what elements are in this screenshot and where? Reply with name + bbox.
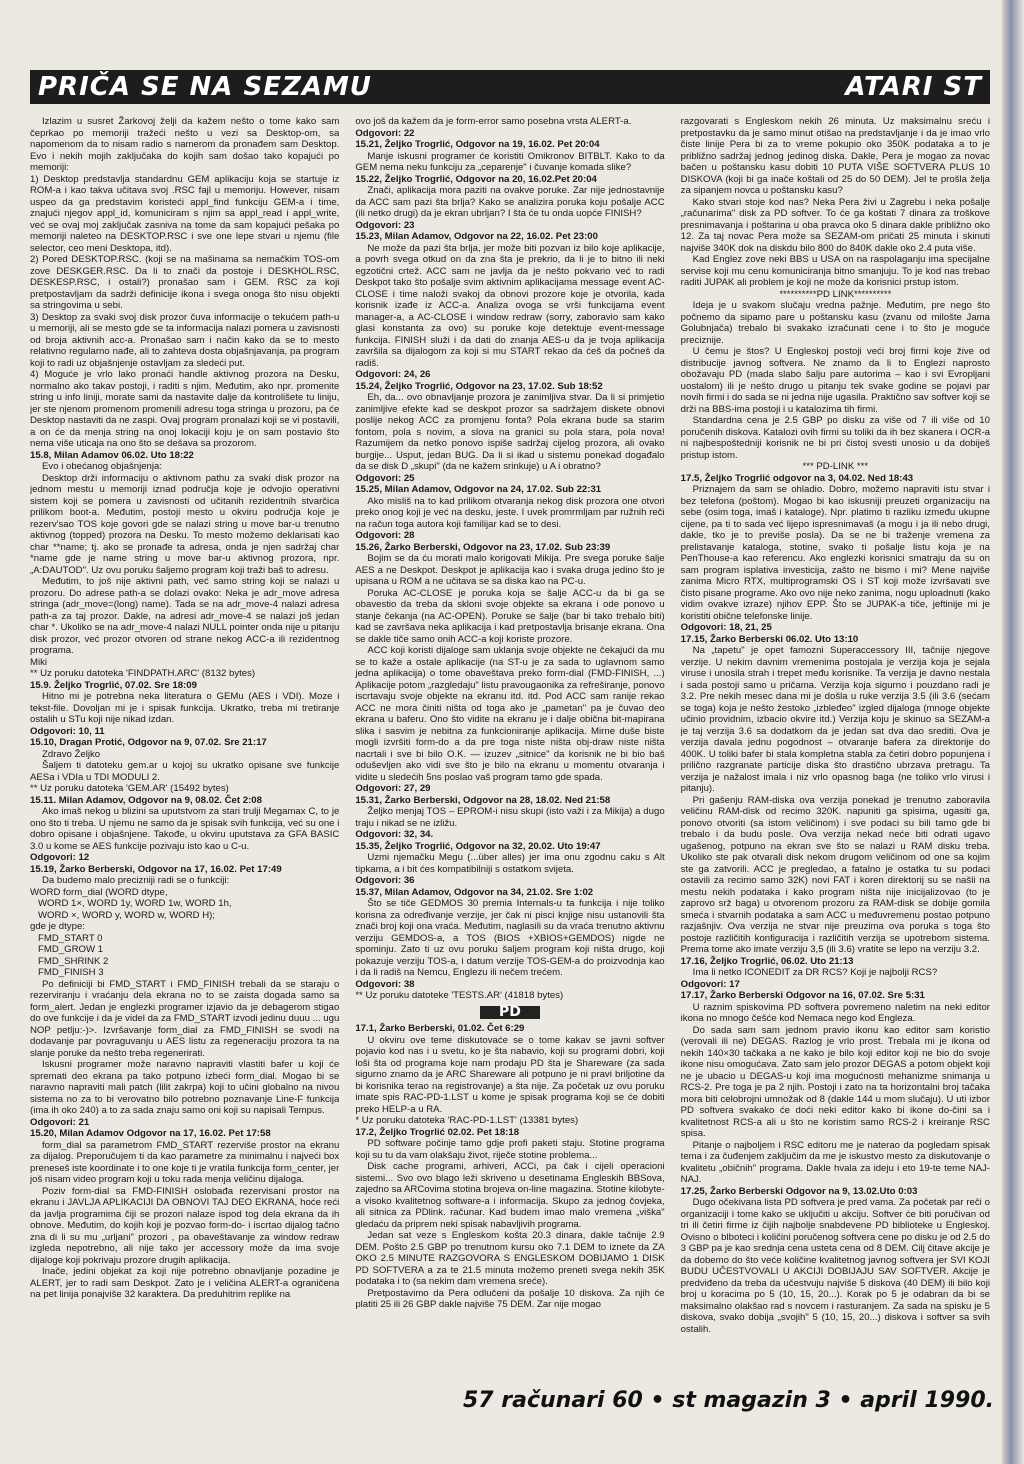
- message-heading: Odgovori: 22: [355, 127, 415, 139]
- paragraph: Znači, aplikacija mora paziti na ovakve poruke. Zar nije jednostavnije da ACC sam pazi šta brlja? Kako se analizira poruka koju pošalje ACC (ili netko drugi) da je ekran ubrljan? I šta će tu onda uopće FINISH?: [355, 185, 665, 219]
- paragraph: Ideja je u svakom slučaju vredna pažnje. Međutim, pre nego što počnemo da sipamo pare u poštansku kasu (zvanu od milošte Jama Golubnjača) trebalo bi svakako izračunati cene i to što je moguće preciznije.: [680, 300, 990, 346]
- paragraph: Ne može da pazi šta brlja, jer može biti pozvan iz bilo koje aplikacije, a povrh svega otkud on da zna šta je prekrio, da li je to bitno ili neki egzotični crtež. ACC sam ne javlja da je nešto pokvario već to radi Deskpot tako što pošalje svim aktivnim aplikacijama message event AC-CLOSE i time naloži svakoj da obnovi prozore koje je otvorila, kada korisnik izađe iz ACC-a. Analiza ovoga se vrši funkcijama event manager-a, a AC-CLOSE i window redraw (sorry, zaboravio sam kako glasi konstanta za ovo) su poruke koje detektuje event-message funkcija. FINISH služi i da dati do znanja AES-u da je tvoja aplikacija završila sa dijalogom za koji si mu START rekao da ćeš da počneš da radiš.: [355, 242, 665, 369]
- message-heading: Odgovori: 23: [355, 219, 415, 231]
- paragraph: Poziv form-dial sa FMD-FINISH oslobađa rezervisani prostor na ekranu i JAVLJA APLIKACIJI DA OBNOVI TAJ DEO EKRANA, hoće reći da javlja programima čiji se prozori nalaze ispod tog dela ekrana da ih obnove. Međutim, do kojih koji je pozvao form-do- i iscrtao dijalog tačno zna di li su mu „urljani" prozori , pa obaveštavanje za window redraw izgleda nepotrebno, ali nije tako jer accessory može da ima svoje dijaloge koji pokrivaju prozore drugih aplikacija.: [30, 1185, 340, 1266]
- message-heading: 17.17, Žarko Berberski Odgovor na 16, 07.02. Sre 5:31: [680, 990, 925, 1001]
- paragraph: ** Uz poruku datoteka 'GEM.AR' (15492 bytes): [30, 783, 229, 794]
- paragraph: Pitanje o najboljem i RSC editoru me je naterao da pogledam spisak tema i za čuđenjem zaključim da me je iskustvo mesto za diskutovanje o kvalitetu „običnih" programa. Dakle hvala za ideju i eto 19-te teme NAJ-NAJ.: [680, 1139, 990, 1185]
- paragraph: Evo i obećanog objašnjenja:: [42, 461, 163, 472]
- paragraph: ovo još da kažem da je form-error samo posebna vrsta ALERT-a.: [355, 116, 632, 127]
- paragraph: Šaljem ti datoteku gem.ar u kojoj su ukratko opisane sve funkcije AESa i VDIa u TDI MODULI 2.: [30, 760, 340, 783]
- column-3: [681, 116, 990, 1374]
- message-heading: 15.11. Milan Adamov, Odgovor na 9, 08.02. Čet 2:08: [30, 794, 262, 806]
- paragraph: FMD_SHRINK 2: [38, 955, 109, 967]
- paragraph: ** Uz poruku datoteka 'FINDPATH.ARC' (8132 bytes): [30, 668, 256, 679]
- paragraph: U okviru ove teme diskutovaće se o tome kakav se javni softver pojavio kod nas i u svetu, ko je šta nabavio, koji su programi dobri, koji loši šta od programa koje nam prodaju PD šta je Shareware (za sada sigurno znamo da je ARC Shareware ali potpuno je ni pravi briljotine da bi korisnika terao na registrovanje) a šta nije. Za početak uz ovu poruku imate spis RAC-PD-1.LST u kome je spisak programa koji se će dobiti preko HELP-a u RA.: [355, 1034, 665, 1115]
- paragraph: Pretpostavimo da Pera odlučeni da pošalje 10 diskova. Za njih će platiti 25 ili 26 GBP dakle najviše 75 DEM. Zar nije mogao: [355, 1287, 665, 1310]
- message-heading: Odgovori: 17: [680, 978, 740, 990]
- paragraph: Ima li netko ICONEDIT za DR RCS? Koji je najbolji RCS?: [692, 967, 938, 978]
- message-heading: Odgovori: 25: [355, 472, 415, 484]
- paragraph: Manje iskusni programer će koristiti Omikronov BITBLT. Kako to da GEM nema neku funkciju za „ceparenje" i čuvanje komada slike?: [355, 150, 665, 173]
- article-columns: [30, 116, 990, 1374]
- paragraph: FMD_START 0: [38, 932, 103, 944]
- column-1: [30, 116, 339, 1374]
- paragraph: Jedan sat veze s Engleskom košta 20.3 dinara, dakle tačnije 2.9 DEM. Pošto 2.5 GBP po trenutnom kursu oko 7.1 DEM to iznete da ZA OKO 2.5 MINUTE RAZGOVORA S ENGLESKOM DOBIJAMO 1 DISK PD SOFTVERA a za te 21.5 minuta možemo preneti svega nekih 35K podataka i to (sa nekim dam vremena sreće).: [355, 1230, 665, 1287]
- paragraph: ACC koji koristi dijaloge sam uklanja svoje objekte ne čekajući da mu se to kaže a ostale aplikacije (na ST-u je za sada to uglavnom samo jedna aplikacija) o tome obaveštava preko form-dial (FMD-FINISH, ...) Aplikacije potom „razgledaju" listu pravougaonika za refreširanje, ponovo iscrtavaju svoje objekte na ekranu itd. itd. Pod ACC sam ranije rekao ACC ne mora činiti ništa od toga ako je „pametan" pa je čuvao deo ekrana u baferu. Ono što vidite na ekranu je i dalje obična bit-mapirana slika i sasvim je nebitna za funkcioniranje aplikacija. Mirne duše biste mogli izvršiti form-do a da pre toga niste ništa obj-draw niste ništa nacrtali i sve bi bilo O.K. — izuzev „sitnice" da korisnik ne bi bio baš oduševljen ako vidi sve što je bilo na ekranu u momentu otvaranja i vidite u sledećih 5ns poslao vaš program tamo gde spada.: [355, 645, 665, 783]
- paragraph: Kako stvari stoje kod nas? Neka Pera živi u Zagrebu i neka pošalje „računarima" disk za PD softver. To će ga koštati 7 dinara za troškove presnimavanja i poštarina u oba pravca oko 5 dinara dakle približno oko 12. Za taj novac Pera može sa SEZAM-om pričati 25 minuta i skinuti najviše 340K dok na diskdu bilo 800 do 840K dakle oko 2.4 puta više.: [680, 196, 990, 254]
- paragraph: Po definiciji bi FMD_START i FMD_FINISH trebali da se staraju o rezerviranju i vraćanju dela ekrana no to se zaista dogada samo sa form_alert. Jedan je englezki programer izjavio da je debagerom stigao do ove funkcije i da je videl da za FMD_START izvodi jedinu duuu ... ugu NOP petlju:-)>. Izvršavanje form_dial za FMD_FINISH se svodi na dodavanje par povraguvanju u AES listu za regeneraciju prozora ta na slanje poruke da nešto treba regenerirati.: [30, 978, 340, 1059]
- paragraph: 2) Pored DESKTOP.RSC. (koji se na mašinama sa nemačkim TOS-om zove DESKGER.RSC. Da li to znači da postoje i DESKHOL.RSC, DESKESP.RSC, i ostali?) pronašao sam i GEM. RSC za koji pretpostavljam da sadrži definicije ikona i svega onoga što nisu objekti sa stringovima u sebi.: [30, 254, 340, 311]
- paragraph: Priznajem da sam se ohladio. Dobro, možemo napraviti istu stvar i bez telefona (poštom). Mogao bi kao iskusniji preuzeti organizaciju na sebe (osim toga, imaš i kataloge). Npr. platimo ti razliku između ukupne cijene, pa ti to sada već lijepo ispresnimavaš (a mogu i ja ili nebo drugi, dakle, tko je to previše posla). Da se ne bi traženje vremena za prelistavanje kataloga, stotine, svako ti pošalje listu koja je na PenThouse-a kao referencu. Ako englezki korisnici smatraju da su on sam program isplativa investicija, zašto ne bismo i mi? Mene najviše zanima Micro RTX, multiprogramski OS i ST koji može izvršavati sve čisto pisane programe. Ako ovo nije neko zanima, nogu uploadnuti (kako vidim ovakve izraze) njihov EPP. Što se JUPAK-a tiče, jeftinije mi je koristiti obične telefonske linije.: [680, 484, 990, 622]
- message-heading: 15.25, Milan Adamov, Odgovor na 24, 17.02. Sub 22:31: [355, 484, 602, 495]
- message-heading: 15.23, Milan Adamov, Odgovor na 22, 16.02. Pet 23:00: [355, 231, 598, 242]
- message-heading: 15.22, Željko Trogrlić, Odgovor na 20, 16.02.Pet 20:04: [355, 173, 597, 185]
- message-heading: 15.24, Željko Trogrlić, Odgovor na 23, 17.02. Sub 18:52: [355, 380, 603, 392]
- paragraph: Što se tiče GEDMOS 30 premia Internals-u ta funkcija i nije toliko korisna za određivanje verzije, jer čak ni pisci knjige nisu ustanovili šta znači broj koji ona vraća. Međutim, naglasili su da vraća trenutno aktivnu verziju GEMDOS-a, a TOS (BIOS +XBIOS+GEMDOS) nigde ne spominju. Zato ti uz ovu poruku šaljem program koji ništa drugo, koji pokazuje verziju TOS-a, i datum verzije TOS-GEM-a do proizvodnja kao i da li radiš na Nemcu, Englezu ili nečem trećem.: [355, 898, 665, 978]
- paragraph: Poruka AC-CLOSE je poruka koja se šalje ACC-u da bi ga se obavestio da treba da skloni svoje objekte sa ekrana i ode ponovo u stanje čekanja (na AC-OPEN). Poruke se šalje (bar bi tako trebalo biti) kad se završava neka aplikacija i kad pretpostavlja brisanje ekrana. Ona se dakle tiče samo onih ACC-a koji koriste prozore.: [355, 587, 665, 645]
- message-heading: Odgovori: 24, 26: [355, 369, 431, 380]
- paragraph: Desktop drži informaciju o aktivnom pathu za svaki disk prozor na jednom mestu u memoriji iznad područja koje je odvojio operativni sistem koji se pomera u zavisnosti od učitanih rezidentnih stvarčica prilikom boot-a. Međutim, postoji mesto u okviru područja koje je rezerv'sao TOS koje govori gde se nalazi string u move bar-u trenutno aktivnog (topped) prozora na Desku. To mesto možemo deklarisati kao char **name; tj. ako se pronađe ta adresa, onda je njen sadržaj char *name gde je name string u move bar-u aktivnog prozora, npr. „A:DAUTOD". Uz ovu poruku šaljemo program koji traži baš to adresu.: [30, 472, 340, 576]
- message-heading: 15.9. Željko Trogrlić, 07.02. Sre 18:09: [30, 679, 197, 691]
- column-2: [355, 116, 664, 1374]
- paragraph: Bojim se da ću morati malo korigovati Mikija. Pre svega poruke šalje AES a ne Deskpot. Deskpot je aplikacija kao i svaka druga jedino što je upisana u ROM a ne učitava se sa diska kao na PC-u.: [355, 553, 665, 587]
- paragraph: PD software počinje tamo gdje profi paketi staju. Stotine programa koji su tu da vam olakšaju život, riječe stotine problema...: [355, 1138, 665, 1161]
- paragraph: razgovarati s Engleskom nekih 26 minuta. Uz maksimalnu sreću i pretpostavku da je samo minut otišao na predstavljanje i da je imao vrlo čiste linije Pera bi za to vreme pokupio oko 350K podataka a to je približno sadržaj jednog jedinog diska. Dakle, Pera je mogao za novac bačen u poštansku kasu dobiti 10 PUTA VIŠE SOFTVERA PLUS 10 DISKOVA (koji bi ga inače koštali od 25 do 50 DEM). Jel te prošla želja za sipanjem novca u poštansku kasu?: [680, 116, 990, 196]
- paragraph: Eh, da... ovo obnavljanje prozora je zanimljiva stvar. Da li si primjetio zanimljive efekte kad se deskpot prozor sa sadržajem diskete obnovi poslije nekog ACC za promjenu fonta? Pola ekrana bude sa starim fontom, pola s novim, a slova na granici su pola stara, pola nova! Razumijem da netko ponovo ispiše sadržaj cijelog prozora, ali ovako burgije... Usput, jedan BUG. Da li si ikad u sistemu ponekad događalo da se disk D „skupi" (da ne kažem srinkuje) u A i obratno?: [355, 392, 665, 472]
- paragraph: Izlazim u susret Žarkovoj želji da kažem nešto o tome kako sam čeprkao po memoriji tražeći nešto u vezi sa Desktop-om, sa napomenom da to nisam radio s namerom da pronađem sam Desktop. Evo i nekih mojih zaključaka do kojih sam došao tako kopajući po memoriji:: [30, 116, 340, 173]
- paragraph: gde je dtype:: [30, 921, 85, 932]
- paragraph: Kad Englez zove neki BBS u USA on na raspolaganju ima specijalne servise koji mu cenu komuniciranja bitno smanjuju. To je kod nas trebao raditi JUPAK ali problem je koji ne može da korisnici prstup istom.: [680, 254, 990, 288]
- paragraph: Dugo očekivana lista PD softvera je pred vama. Za početak par reči o organizaciji i tome kako se uključiti u akciju. Softver će biti poručivan od tri ili četiri firme iz čijih najbolje snabdevene PD biblioteke u Engleskoj. Ovisno o blboteci i količini poručenog softvera cene po disku je od 2.5 do 3 GBP pa je kao srednja cena usteta cena od 8 DEM. Cilj čitave akcije je da dobemo do što veće količine kvalitetnog javnog softvera jer SVI KOJI BUDU UČESTVOVALI U AKCIJI DOBIJAJU SAV SOFTVER. Akcije je predviđeno da treba da učestvuju najviše 5 diskova (40 DEM) ili bilo koji broj u koracima po 5 (10, 15, 20...). Korak po 5 je odabran da bi se maksimalno olakšao rad s novcem i rasturanjem. Za sada na spisku je 5 diskova, svako dobija „svojih" 5 (10, 15, 20...) diskova i softver sa svih ostalih.: [680, 1197, 990, 1335]
- paragraph: Disk cache programi, arhiveri, ACCi, pa čak i cijeli operacioni sistemi... Svo ovo blago leži skriveno u desetinama Engleskih BBSova, zajedno sa ARCovima stotina brojeva on-line magazina. Stotine kilobyte-a visoko kvalitetnog software-a i informacija. Skupo za jednog čovjeka, ali sitnica za PDlink. računar. Kad budem imao malo vremena „viška" gledaću da priprem neki spisak nabavljivih programa.: [355, 1161, 665, 1230]
- paragraph: Na „tapetu" je opet famozni Superaccessory III, tačnije njegove verzije. U nekim davnim vremenima postojala je verzija koja je sejala viruse i unosila strah i trepet među korisnike. Ta verzija je davno nestala i sada postoji samo u pričama. Verzija koja sigurno i pouzdano radi je 3.2. Pre nekih mesec dana mi je došla u ruke verzija 3.5 (ili 3.6 (sećam se toga) koja je nešto žestoko „izbleđeo" izgled dijaloga (mnoge objekte učinio providnim, izbacio okvire itd.) Verzija koju je skinuo sa SEZAM-a je taj verzija 3.6 sa dodatkom da je jedan sat dva dao srediti. Ova je verzija davala jednu pogodnost – otvaranje bafera za direktorije do 400K. U toliki bafer bi stala kompletna stabla za četiri dobro popunjena i prilično razgranate particije diska što drastično ubrzava pretragu. Ta verzija je nažalost imala i niz vrlo opasnog baga (ne toliko vrlo virusi i pitanju).: [680, 645, 990, 794]
- message-heading: 15.31, Žarko Berberski, Odgovor na 28, 18.02. Ned 21:58: [355, 794, 611, 806]
- paragraph: ** Uz poruku datoteke 'TESTS.AR' (41818 bytes): [355, 990, 564, 1001]
- paragraph: Standardna cena je 2.5 GBP po disku za više od 7 ili više od 10 poručenih diskova. Katalozi ovih firmi su toliki da ih bez skanera i OCR-a ni najbespoštedniji korisnik ne bi pri čistoj svesti unosio u da dobiješ pristup istom.: [680, 415, 990, 461]
- section-title: PRIČA SE NA SEZAMU: [38, 72, 372, 102]
- section-tag: ATARI ST: [845, 72, 982, 102]
- paragraph: 3) Desktop za svaki svoj disk prozor čuva informacije o tekućem path-u u memoriji, ali se mesto gde se ta informacija nalazi pomera u zavisnosti od broja aktivnih acc-a. Pronašao sam i način kako da se to mesto relativno regularno nađe, ali to zahteva dosta objašnjavanja, pa program koji to radi uz objašnjenje ostavljam za sledeći put.: [30, 311, 340, 369]
- paragraph: Željko menjaj TOS – EPROM-i nisu skupi (isto važi i za Mikija) a dugo traju i nikad se ne izližu.: [355, 806, 665, 829]
- message-heading: Odgovori: 32, 34.: [355, 829, 434, 840]
- paragraph: **********PD LINK**********: [779, 288, 892, 300]
- message-heading: 15.26, Žarko Berberski, Odgovor na 23, 17.02. Sub 23:39: [355, 541, 611, 553]
- message-heading: Odgovori: 27, 29: [355, 783, 431, 794]
- paragraph: 1) Desktop predstavlja standardnu GEM aplikaciju koja se startuje iz ROM-a i kao takva učitava svoj .RSC fajl u memoriju. However, nisam uspeo da ga predstavim koristeći appl_find funkciju GEM-a i time, znajući njegov appl_id, komuniciram s njim sa appl_read i appl_write, već se ovaj moj zaključak zasniva na tome da sam kopajući pešaka po memoriji naleteo na DESKTOP.RSC i sve one lepe stvari u njemu (file selector, ceo meni Desktopa, itd).: [30, 173, 340, 254]
- message-heading: 17.5, Željko Trogrlić odgovor na 3, 04.02. Ned 18:43: [680, 472, 914, 484]
- message-heading: Odgovori: 21: [30, 1116, 90, 1128]
- section-header: [30, 70, 990, 104]
- page-footer: 57 računari 60 • st magazin 3 • april 1990.: [463, 1388, 994, 1413]
- message-heading: 17.25, Žarko Berberski Odgovor na 9, 13.02.Uto 0:03: [680, 1185, 918, 1197]
- paragraph: Do sada sam sam jednom pravio ikonu kao editor sam koristio (verovali ili ne) DEGAS. Razlog je vrlo prost. Trebala mi je ikona od nekih 140×30 tačkaka a ne kako je bilo koji editor koji ne bio do svoje ikone nisu omogućava. Zato sam jelo prozor DEGAS a potom objekt koji ne je ubacio u DEGAS-u koji ima mogućnosti mehanizme snimanja u RCS-2. Pre toga je pa 2 njih. Postoji i zato na ta horizontalni broj tačaka mora biti celobrojni umnožak od 8 (dakle 144 u mom slučaju). U uti izbor PD softvera svakako će doći neki editor kako bi ikone do-čini sa i kvalitetnost RCS-a ali u što ne koristim samo RCS-2 i kreiranje RSC spisa.: [680, 1024, 990, 1139]
- paragraph: WORD form_dial (WORD dtype,: [30, 886, 168, 898]
- paragraph: 4) Moguće je vrlo lako pronaći handle aktivnog prozora na Desku, normalno ako takav postoji, i raditi s njim. Međutim, ako npr. promenite string u info liniji, morate sami da nastavite dalje da kontrolišete tu liniju, jer ste njenom promenom promenili adresu toga stringa u prozoru, pa će Desktop nastaviti da ne zaspi. Ovaj program pronalazi koji se vi postavili, a on će da menja string na onoj lokaciji koju je on sam postavio što nema više uticaja na ono što se dešava sa prozorom.: [30, 369, 340, 449]
- message-heading: 17.1, Žarko Berberski, 01.02. Čet 6:29: [355, 1023, 525, 1034]
- paragraph: form_dial sa parametrom FMD_START rezerviše prostor na ekranu za dijalog. Preporučujem ti da kao parametre za minimalnu i najveći box preneseš iste koordinate i to one koje ti je vratila funkcija form_center, jer još nisam video program koji u toku rada menja veličinu dijaloga.: [30, 1139, 340, 1185]
- paragraph: Inače, jedini objekat za koji nije potrebno obnavljanje pozadine je ALERT, jer to radi sam Deskpot. Zato je i veličina ALERT-a ograničena na pet linija ponajviše 32 karaktera. Da preduhitrim replike na: [30, 1266, 340, 1300]
- message-heading: 17.16, Željko Trogrlić, 06.02. Uto 21:13: [680, 955, 854, 967]
- paragraph: Uzmi njemačku Megu (...über alles) jer ima onu zgodnu caku s Alt tipkama, a i bit ćes kompatibilniji s ostatkom svijeta.: [355, 852, 665, 875]
- paragraph: FMD_GROW 1: [38, 944, 104, 955]
- message-heading: 15.21, Željko Trogrlić, Odgovor na 19, 16.02. Pet 20:04: [355, 139, 600, 150]
- message-heading: Odgovori: 38: [355, 978, 415, 990]
- paragraph: FMD_FINISH 3: [38, 967, 104, 978]
- message-heading: Odgovori: 10, 11: [30, 725, 105, 737]
- paragraph: WORD ×, WORD y, WORD w, WORD H);: [38, 909, 216, 921]
- message-heading: 15.10, Dragan Protić, Odgovor na 9, 07.02. Sre 21:17: [30, 737, 267, 748]
- message-heading: 15.20, Milan Adamov Odgovor na 17, 16.02. Pet 17:58: [30, 1128, 271, 1139]
- paragraph: U raznim spiskovima PD softvera povremeno naletim na neki editor ikona no mnogo češće kod Nemaca nego kod Engleza.: [680, 1001, 990, 1024]
- message-heading: Odgovori: 12: [30, 852, 90, 863]
- paragraph: WORD 1×, WORD 1y, WORD 1w, WORD 1h,: [38, 898, 232, 909]
- pd-section-heading: PD: [480, 1006, 540, 1020]
- paragraph: Iskusni programer može naravno napraviti vlastiti bafer u koji će spremati deo ekrana pa tako potpuno izbeći form_dial. Mogao bi se naravno napraviti mali patch (lilit zakrpa) koji to učini globalno na nivou sistema no za to bi verovatno bilo potrebno poznavanje Line-F funkcija (ima ih oko 240) a to za sada znaju samo oni koji su napisali Tempus.: [30, 1059, 340, 1116]
- paragraph: * Uz poruku datoteka 'RAC-PD-1.LST' (13381 bytes): [355, 1115, 579, 1126]
- paragraph: Zdravo Željko: [42, 748, 101, 760]
- paragraph: Ako imaš nekog u blizini sa uputstvom za stari trulji Megamax C, to je ono što ti treba. U njemu ne samo da je spisak svih funkcija, već su one i dobro opisane i objašnjene. Takođe, u okviru uputstava za GFA BASIC 3.0 u kome se AES funkcije pozivaju isto kao u C-u.: [30, 806, 340, 852]
- message-heading: Odgovori: 28: [355, 530, 415, 541]
- paragraph: Hitno mi je potrebna neka literatura o GEMu (AES i VDI). Moze i tekst-file. Dovoljan mi je i spisak funkcija. Ukratko, treba mi tretiranje ostalih u STu koji nije nikad izdan.: [30, 691, 340, 725]
- paragraph: Da budemo malo precizniji radi se o funkciji:: [42, 875, 230, 886]
- message-heading: 15.8, Milan Adamov 06.02. Uto 18:22: [30, 449, 194, 461]
- paragraph: Ako misliš na to kad prilikom otvaranja nekog disk prozora one otvori preko onog koji je već na desku, jeste. I uvek promrmljam par ružnih reči na račun toga autora koji familijar kad se to desi.: [355, 495, 665, 530]
- message-heading: 15.37, Milan Adamov, Odgovor na 34, 21.02. Sre 1:02: [355, 886, 594, 898]
- paragraph: U čemu je štos? U Engleskoj postoji veći broj firmi koje žive od distribucije javnog softvera. Ne znamo da li to Englezi naprosto obožavaju PD (mada slabo šalju pare autorima – kao i svi Evropljani uostalom) ili je nešto drugo u pitanju tek svake godine se pojavi par novih firmi i do sada se ni jedna nije ugasila. Praktično sav softver koji se drži na BBS-ima postoji i u katalozima tih firmi.: [680, 346, 990, 415]
- page-edge: [1002, 0, 1024, 1464]
- message-heading: 17.15, Žarko Berberski 06.02. Uto 13:10: [680, 633, 859, 645]
- message-heading: Odgovori: 36: [355, 875, 415, 886]
- message-heading: 15.19, Žarko Berberski, Odgovor na 17, 16.02. Pet 17:49: [30, 863, 282, 875]
- message-heading: Odgovori: 18, 21, 25: [680, 622, 772, 633]
- message-heading: 15.35, Željko Trogrlić, Odgovor na 32, 20.02. Uto 19:47: [355, 840, 601, 852]
- paragraph: Međutim, to još nije aktivni path, već samo string koji se nalazi u prozoru. Do adrese path-a se dolazi ovako: Neka je adr_move adresa stringa (adr_move=(long) name). Tada se na adr_move-4 nalazi adresa path-a za taj prozor. Dakle, na adresi adr_move-4 se nalazi još jedan char *. Ukoliko se na adr_move-4 nalazi NULL pointer onda nije u pitanju disk prozor, već prozor otvoren od strane nekog ACC-a ili rezidentnog programa.: [30, 576, 340, 656]
- message-heading: 17.2, Željko Trogrlić 02.02. Pet 18:18: [355, 1126, 520, 1138]
- paragraph: Miki: [30, 656, 48, 668]
- paragraph: *** PD-LINK ***: [802, 461, 869, 472]
- paragraph: Pri gašenju RAM-diska ova verzija ponekad je trenutno zaboravila veličinu RAM-disk od recimo 320K. napuniti ga spisima, ugasiti ga, ponovo otvoriti (sa istom veličinom) i sve podaci su bili tamo gde bi trebalo i da budu posle. Ova verzija nekad neće biti odrati ugavo ugašenog, potpuno na ekran sve što se nalazi u RAM disku treba. Ukoliko ste pak otvarali disk nekom drugom veličinom od one sa kojim ste ga zatvorili. ACC je pregledao, a fatalno je ostatka tu su podaci ostavili za recimo samo 32K) novi FAT i koren direktorij su se našli na mestu nekih podataka i kako program ništa nije inicijalizovao (to je zaprovo srž baga) u otvorenom prozoru za RAM-disk se dobije gomila smeća i stvarnih podataka a sam ACC u međuvremenu postao potpuno razjašnjiv. Ova verzija ne stvar nije preuzima ova poruka s toga što postoje različitih konfiguracija i različitih verzija se upotrebom sistema. Prema tome ako imate verziju 3,5 (ili 3.6) vratite se lepo na verziju 3.2.: [680, 794, 990, 955]
